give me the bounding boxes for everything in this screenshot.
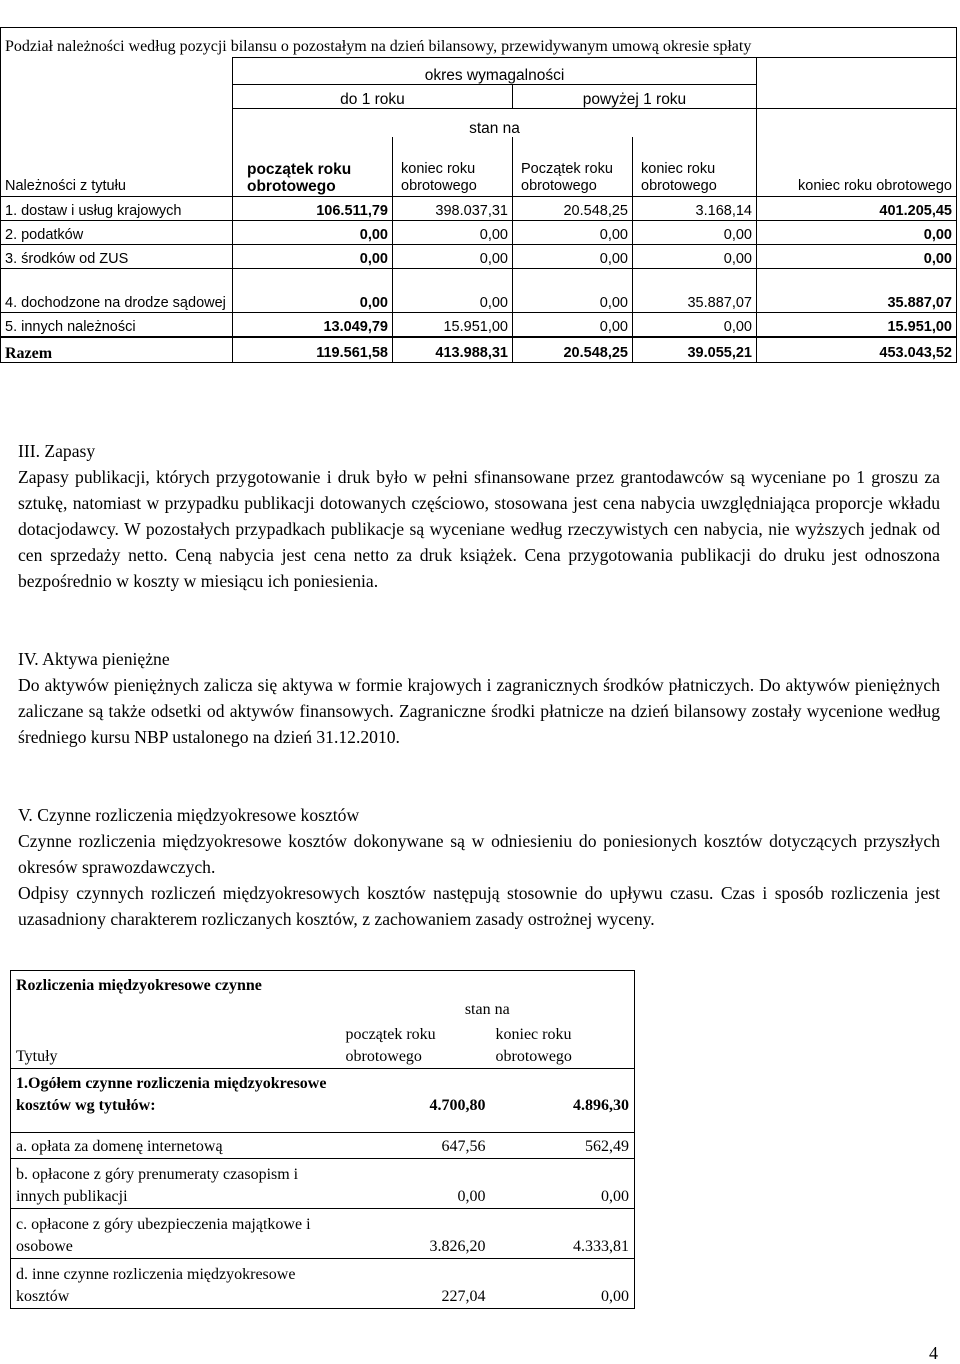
- prepaid-row-value: 647,56: [341, 1133, 491, 1159]
- prepaid-row-value: 0,00: [491, 1159, 635, 1209]
- header-stan-na: stan na: [233, 109, 757, 137]
- header-col2: koniec roku obrotowego: [393, 137, 513, 197]
- row-value: 15.951,00: [757, 313, 957, 337]
- prepaid-total-row: [11, 1069, 635, 1117]
- receivables-title: Podział należności według pozycji bilansu o pozostałym na dzień bilansowy, przewidywanym umową okresie spłaty: [1, 28, 957, 58]
- prepaid-table: [10, 970, 635, 1309]
- row-value: 0,00: [633, 313, 757, 337]
- row-value: 0,00: [513, 221, 633, 245]
- prepaid-header-col2: koniec roku obrotowego: [491, 1021, 635, 1069]
- prepaid-title: Rozliczenia międzyokresowe czynne: [11, 971, 635, 997]
- row-label: 2. podatków: [1, 221, 233, 245]
- row-value: 0,00: [393, 245, 513, 269]
- row-value: 35.887,07: [633, 269, 757, 313]
- row-value: 0,00: [393, 221, 513, 245]
- total-value: 119.561,58: [233, 337, 393, 363]
- table-row: [1, 245, 957, 269]
- section-aktywa: [18, 646, 940, 750]
- row-value: 13.049,79: [233, 313, 393, 337]
- header-col5: koniec roku obrotowego: [757, 137, 957, 197]
- prepaid-row-label: c. opłacone z góry ubezpieczenia majątkowe i osobowe: [11, 1209, 341, 1259]
- row-label: 3. środków od ZUS: [1, 245, 233, 269]
- row-value: 35.887,07: [757, 269, 957, 313]
- row-value: 398.037,31: [393, 197, 513, 221]
- row-value: 0,00: [233, 245, 393, 269]
- prepaid-row-label: b. opłacone z góry prenumeraty czasopism i innych publikacji: [11, 1159, 341, 1209]
- prepaid-row-value: 227,04: [341, 1259, 491, 1309]
- total-value: 20.548,25: [513, 337, 633, 363]
- table-row: [1, 269, 957, 313]
- header-col1: początek roku obrotowego: [233, 137, 393, 197]
- prepaid-row-value: 4.333,81: [491, 1209, 635, 1259]
- header-up-to-1-year: do 1 roku: [233, 85, 513, 109]
- prepaid-total-value: 4.896,30: [491, 1069, 635, 1117]
- prepaid-row-value: 3.826,20: [341, 1209, 491, 1259]
- total-value: 413.988,31: [393, 337, 513, 363]
- prepaid-header-col1: początek roku obrotowego: [345, 1026, 436, 1065]
- prepaid-header-item: Tytuły: [11, 1021, 341, 1069]
- row-label: 1. dostaw i usług krajowych: [1, 197, 233, 221]
- section-heading: IV. Aktywa pieniężne: [18, 649, 170, 669]
- table-row: [11, 1259, 635, 1309]
- section-heading: V. Czynne rozliczenia międzyokresowe kosztów: [18, 805, 360, 825]
- receivables-table: [0, 27, 957, 363]
- total-row: [1, 337, 957, 363]
- section-rozliczenia: [18, 802, 940, 932]
- header-item: Należności z tytułu: [1, 137, 233, 197]
- row-value: 0,00: [757, 245, 957, 269]
- section-text: Odpisy czynnych rozliczeń międzyokresowych kosztów następują stosownie do upływu czasu. Czas i sposób rozliczenia jest uzasadniony charakterem rozliczanych kosztów, z zachowaniem zasady ostrożnej wyceny.: [18, 883, 940, 929]
- row-value: 401.205,45: [757, 197, 957, 221]
- row-value: 0,00: [757, 221, 957, 245]
- prepaid-total-label: 1.Ogółem czynne rozliczenia międzyokresowe kosztów wg tytułów:: [11, 1069, 341, 1117]
- table-row: [11, 1159, 635, 1209]
- section-heading: III. Zapasy: [18, 441, 96, 461]
- prepaid-row-value: 0,00: [341, 1159, 491, 1209]
- row-value: 20.548,25: [513, 197, 633, 221]
- total-label: Razem: [1, 337, 233, 363]
- table-row: [1, 221, 957, 245]
- row-value: 0,00: [513, 313, 633, 337]
- section-text: Do aktywów pieniężnych zalicza się aktywa w formie krajowych i zagranicznych środków płatniczych. Do aktywów pieniężnych zaliczane są także odsetki od aktywów finansowych. Zagraniczne środki płatnicze na dzień bilansowy zostały wycenione według średniego kursu NBP ustalonego na dzień 31.12.2010.: [18, 675, 940, 747]
- prepaid-row-value: 562,49: [491, 1133, 635, 1159]
- header-over-1-year: powyżej 1 roku: [513, 85, 757, 109]
- row-value: 0,00: [513, 245, 633, 269]
- row-value: 15.951,00: [393, 313, 513, 337]
- prepaid-row-value: 0,00: [491, 1259, 635, 1309]
- row-value: 3.168,14: [633, 197, 757, 221]
- row-value: 0,00: [513, 269, 633, 313]
- row-value: 0,00: [633, 245, 757, 269]
- total-value: 39.055,21: [633, 337, 757, 363]
- row-value: 0,00: [233, 269, 393, 313]
- header-col3: Początek roku obrotowego: [513, 137, 633, 197]
- row-value: 0,00: [233, 221, 393, 245]
- table-row: [1, 313, 957, 337]
- page-number: 4: [929, 1343, 938, 1363]
- section-zapasy: [18, 438, 940, 594]
- prepaid-row-label: a. opłata za domenę internetową: [11, 1133, 341, 1159]
- header-col4: koniec roku obrotowego: [633, 137, 757, 197]
- prepaid-row-label: d. inne czynne rozliczenia międzyokresowe kosztów: [11, 1259, 341, 1309]
- row-label: 4. dochodzone na drodze sądowej: [1, 269, 233, 313]
- prepaid-stan-na: stan na: [341, 997, 635, 1021]
- table-row: [1, 197, 957, 221]
- row-value: 106.511,79: [233, 197, 393, 221]
- section-text: Zapasy publikacji, których przygotowanie i druk było w pełni sfinansowane przez grantodawców są wyceniane po 1 groszu za sztukę, natomiast w przypadku publikacji dotowanych częściowo, stosowana jest cena nabycia uwzględniająca proporcje wkładu dotacjodawcy. W pozostałych przypadkach publikacje są wyceniane według rzeczywistych cen nabycia, nie wyższych jednak od cen sprzedaży netto. Ceną nabycia jest cena netto za druk książek. Cena przygotowania publikacji do druku jest odnoszona bezpośrednio w koszty w miesiącu ich poniesienia.: [18, 467, 940, 591]
- table-row: [11, 1133, 635, 1159]
- header-period: okres wymagalności: [233, 58, 757, 85]
- table-row: [11, 1209, 635, 1259]
- row-value: 0,00: [393, 269, 513, 313]
- prepaid-total-value: 4.700,80: [341, 1069, 491, 1117]
- section-text: Czynne rozliczenia międzyokresowe kosztów dokonywane są w odniesieniu do poniesionych kosztów dotyczących przyszłych okresów sprawozdawczych.: [18, 831, 940, 877]
- row-label: 5. innych należności: [1, 313, 233, 337]
- total-value: 453.043,52: [757, 337, 957, 363]
- row-value: 0,00: [633, 221, 757, 245]
